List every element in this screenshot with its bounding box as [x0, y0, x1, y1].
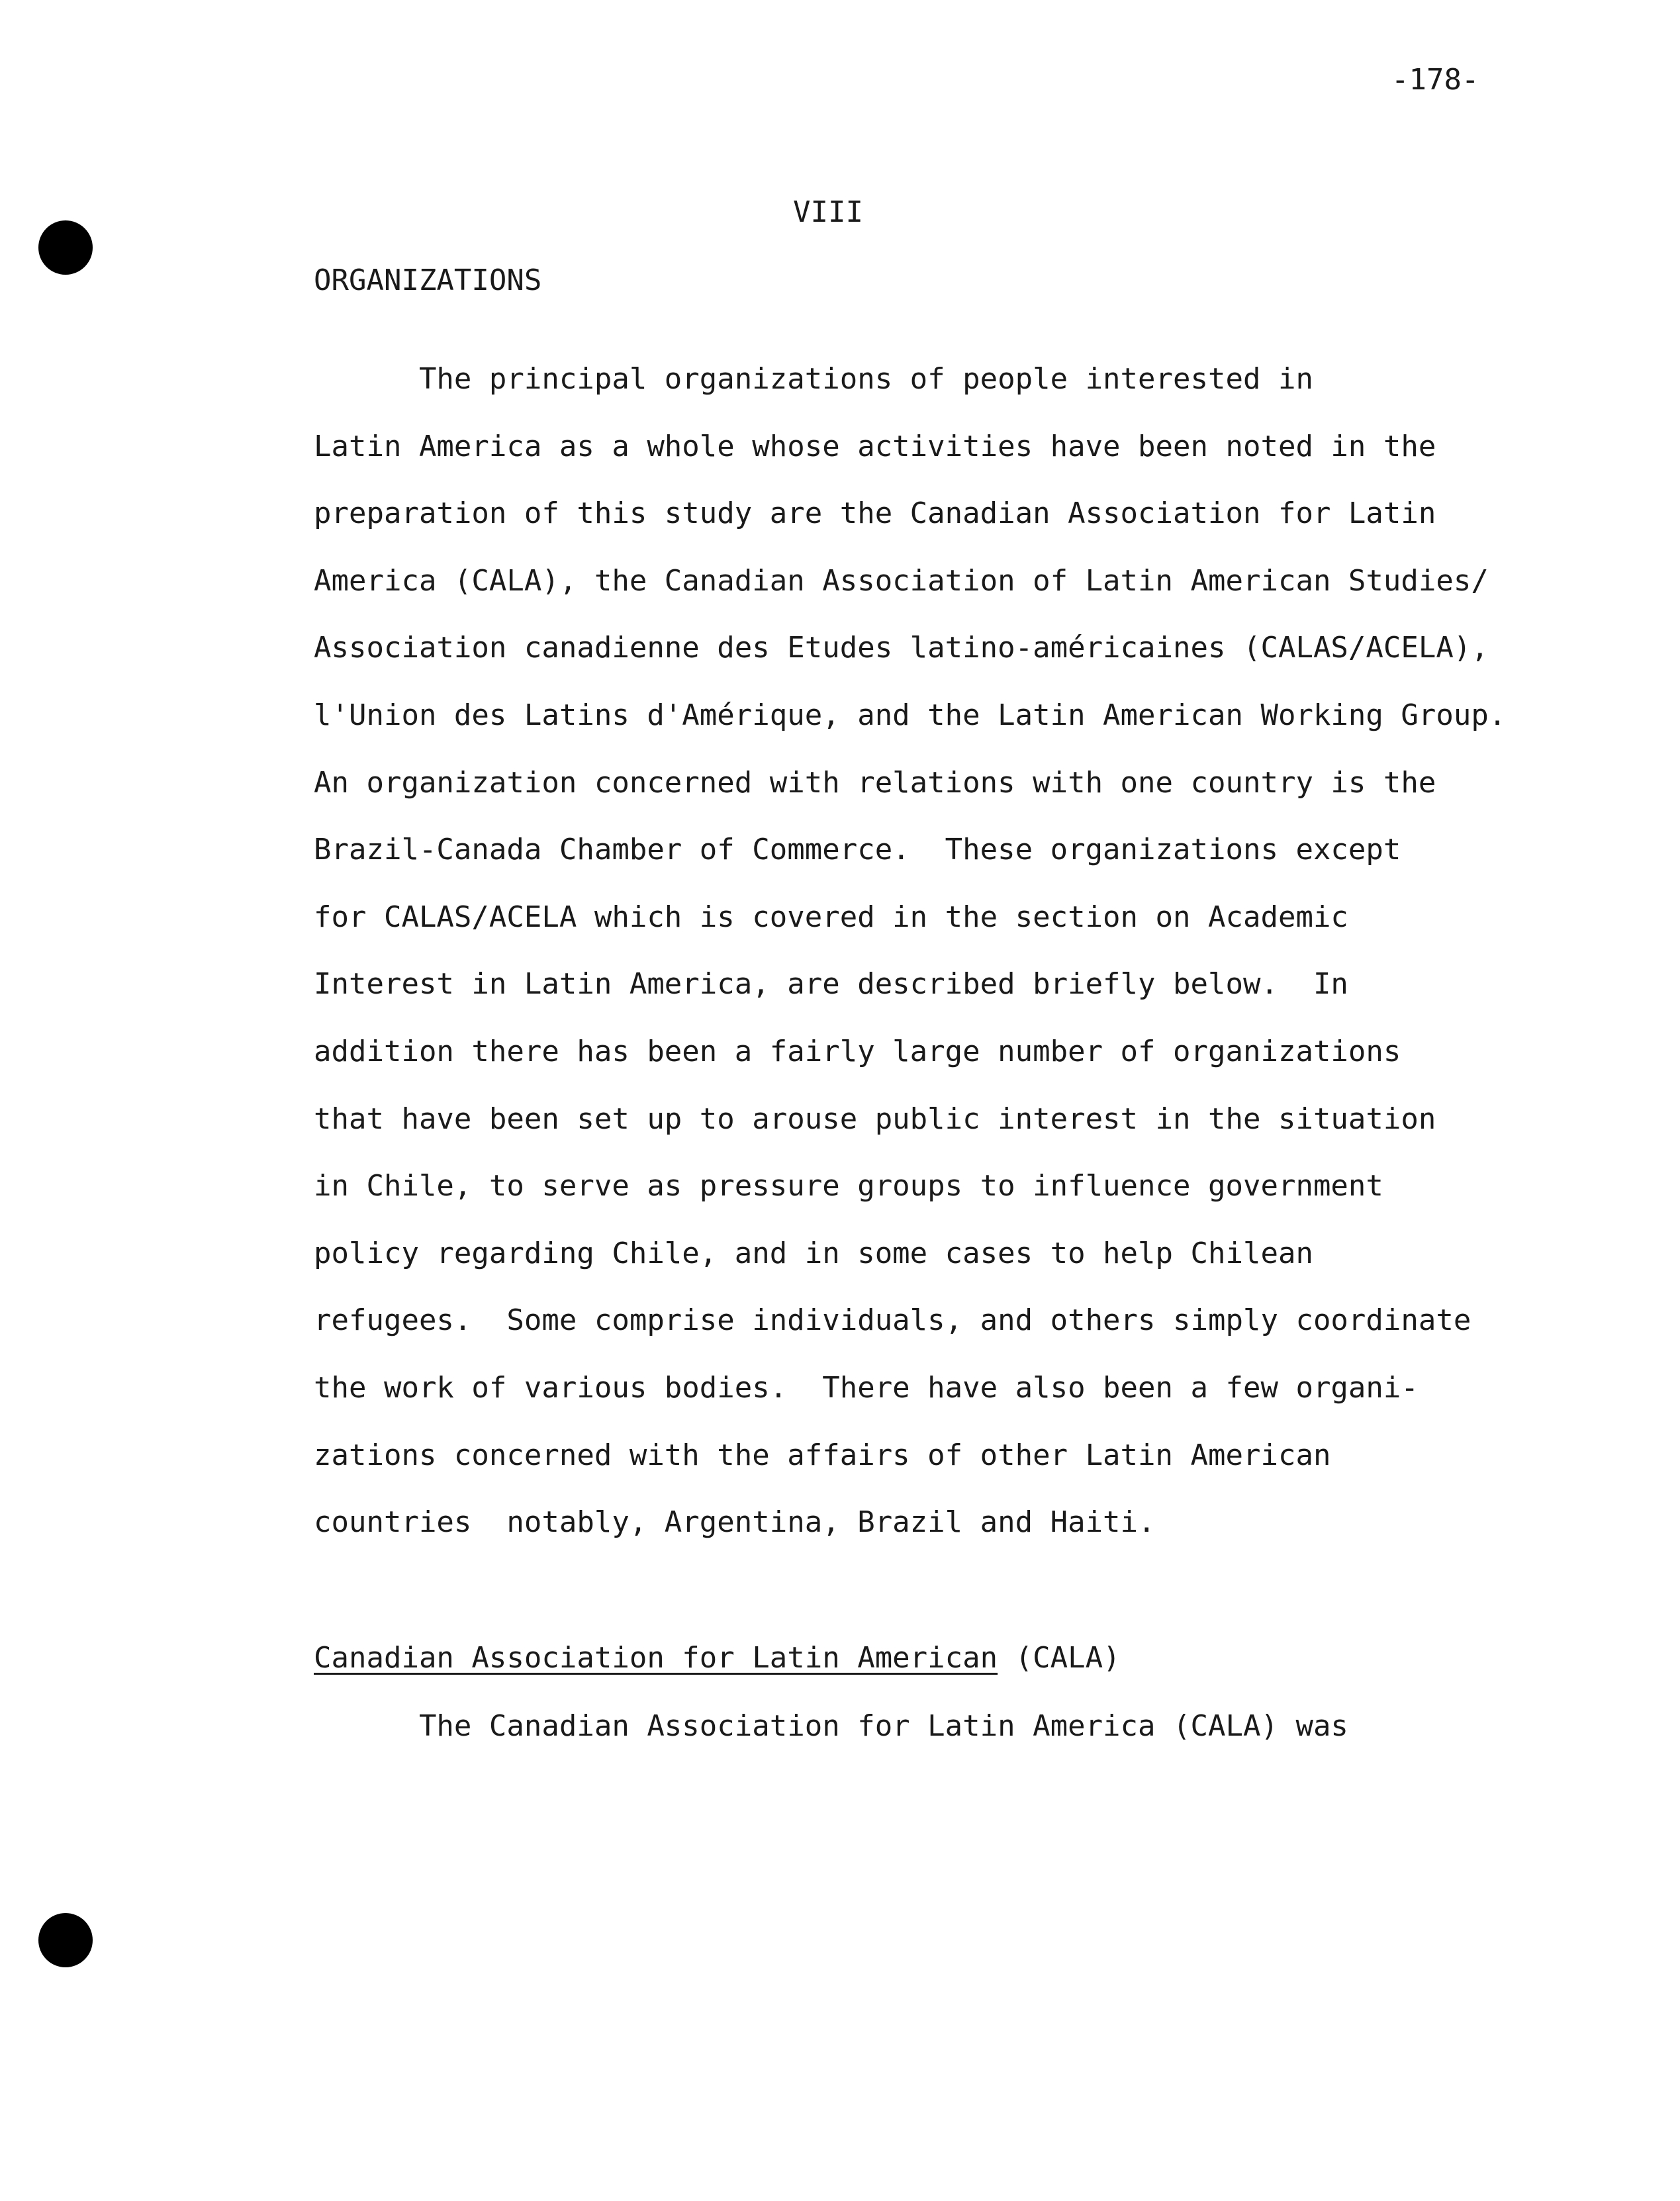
paragraph-line: the work of various bodies. There have also been a few organi- [314, 1370, 1419, 1405]
paragraph-line: l'Union des Latins d'Amérique, and the Latin American Working Group. [314, 698, 1507, 732]
page-number: -178- [1391, 63, 1479, 97]
paragraph-line: preparation of this study are the Canadian Association for Latin [314, 496, 1436, 531]
paragraph-line: zations concerned with the affairs of other Latin American [314, 1438, 1331, 1472]
body-paragraph [314, 362, 1507, 1573]
paragraph-line: The principal organizations of people interested in [314, 362, 1313, 396]
paragraph-line: in Chile, to serve as pressure groups to influence government [314, 1169, 1383, 1203]
paragraph-line: refugees. Some comprise individuals, and others simply coordinate [314, 1303, 1471, 1338]
paragraph-line: Latin America as a whole whose activities have been noted in the [314, 429, 1436, 463]
subsection-first-line: The Canadian Association for Latin America (CALA) was [314, 1709, 1348, 1743]
paragraph-line: America (CALA), the Canadian Association of Latin American Studies/ [314, 563, 1489, 598]
paragraph-line: policy regarding Chile, and in some cases to help Chilean [314, 1236, 1313, 1270]
paragraph-line: An organization concerned with relations with one country is the [314, 765, 1436, 800]
section-heading: ORGANIZATIONS [314, 263, 542, 297]
chapter-number: VIII [793, 195, 863, 229]
paragraph-line: addition there has been a fairly large number of organizations [314, 1034, 1401, 1068]
subsection-heading-title: Canadian Association for Latin American [314, 1641, 998, 1675]
paragraph-line: Brazil-Canada Chamber of Commerce. These organizations except [314, 833, 1401, 867]
subsection-heading [314, 1642, 1121, 1675]
subsection-heading-suffix: (CALA) [998, 1641, 1121, 1675]
paragraph-line: Interest in Latin America, are described briefly below. In [314, 967, 1348, 1002]
paragraph-line: for CALAS/ACELA which is covered in the section on Academic [314, 900, 1348, 934]
paragraph-line: Association canadienne des Etudes latino-américaines (CALAS/ACELA), [314, 631, 1489, 665]
punch-hole-bottom [38, 1913, 93, 1967]
paragraph-line: countries notably, Argentina, Brazil and Haiti. [314, 1505, 1156, 1540]
punch-hole-top [38, 220, 93, 275]
paragraph-line: that have been set up to arouse public interest in the situation [314, 1101, 1436, 1136]
